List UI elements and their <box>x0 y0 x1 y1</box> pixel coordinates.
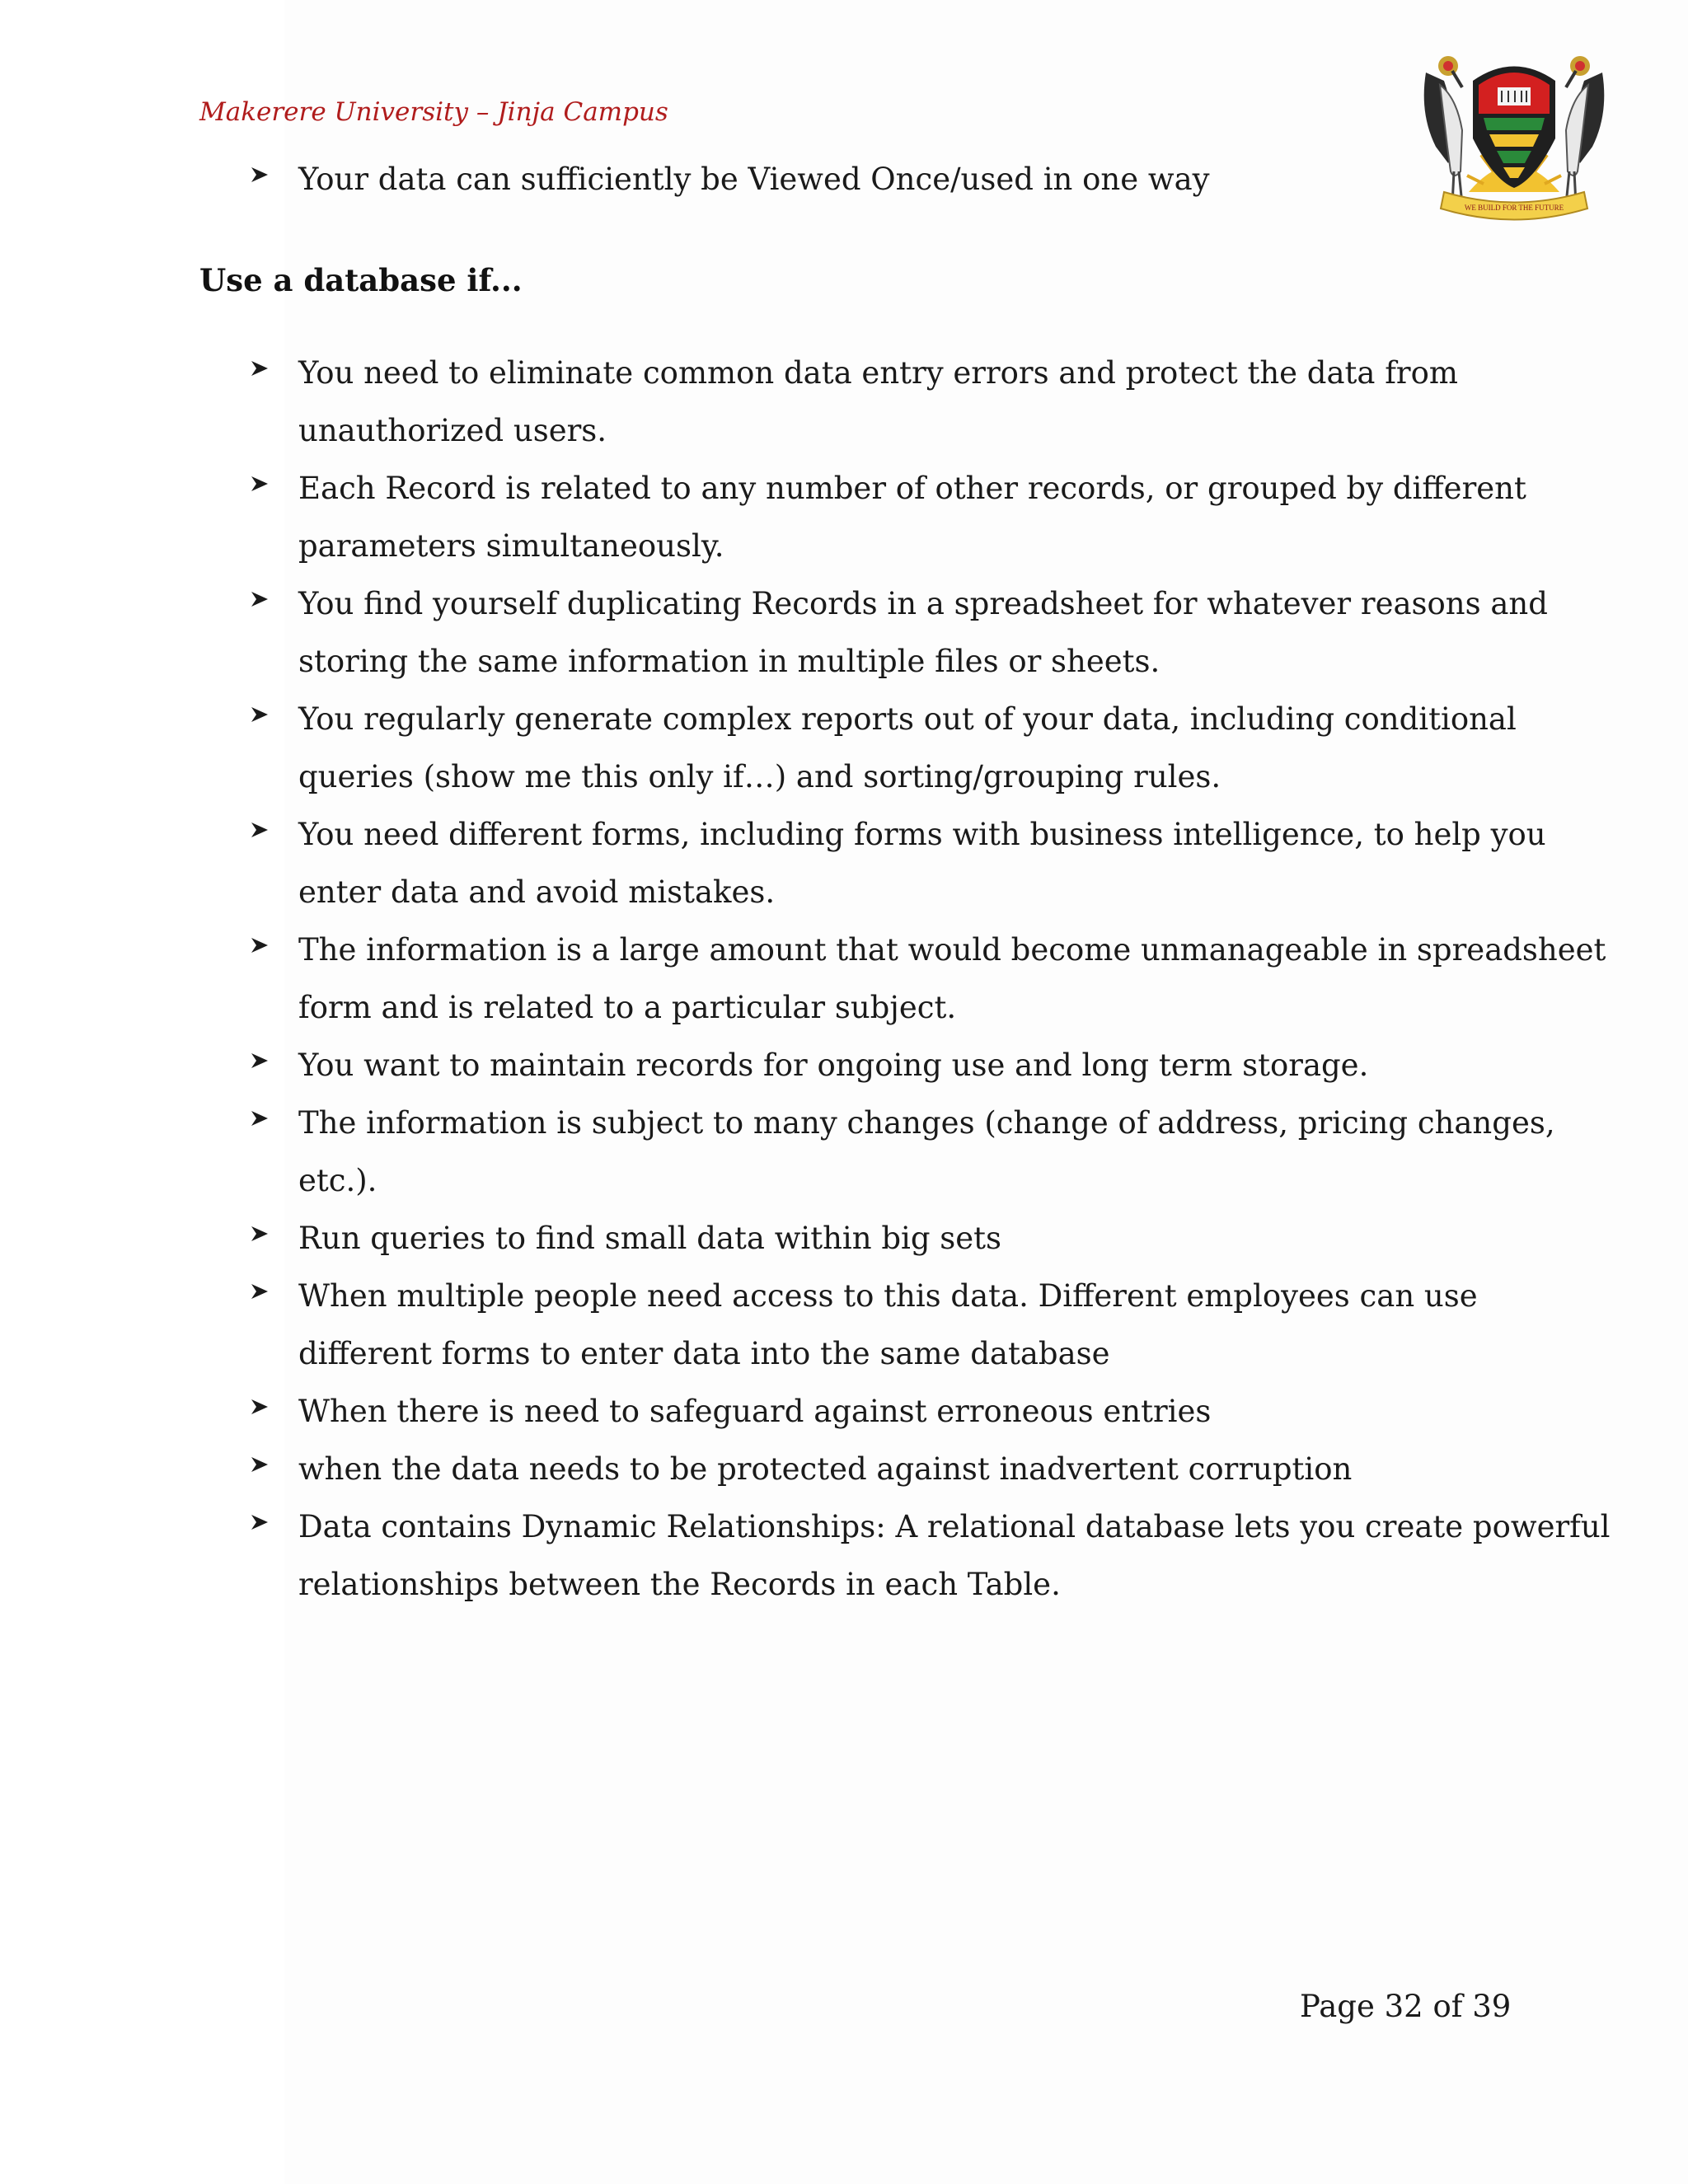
arrow-bullet-icon <box>250 1051 270 1071</box>
list-item-text: You need different forms, including forms with business intelligence, to help you <box>298 817 1546 852</box>
arrow-bullet-icon <box>250 705 270 724</box>
list-item-text: storing the same information in multiple files or sheets. <box>298 644 1160 679</box>
list-item-text: when the data needs to be protected against inadvertent corruption <box>298 1451 1353 1487</box>
list-item <box>0 691 1688 748</box>
list-item <box>0 921 1688 979</box>
list-item-text: queries (show me this only if…) and sorting/grouping rules. <box>298 759 1221 794</box>
list-item-text: Data contains Dynamic Relationships: A relational database lets you create powerful <box>298 1509 1611 1544</box>
list-item-continuation <box>0 1556 1688 1614</box>
list-item-text: enter data and avoid mistakes. <box>298 874 776 910</box>
page-number: Page 32 of 39 <box>1300 1989 1512 2024</box>
list-item <box>0 1441 1688 1498</box>
list-item-text: etc.). <box>298 1163 377 1198</box>
arrow-bullet-icon <box>250 1282 270 1301</box>
arrow-bullet-icon <box>250 1397 270 1417</box>
list-item-continuation <box>0 1152 1688 1210</box>
list-item-text: relationships between the Records in each Table. <box>298 1567 1061 1602</box>
list-item-text: You want to maintain records for ongoing use and long term storage. <box>298 1047 1369 1083</box>
list-item-continuation <box>0 518 1688 575</box>
list-item-text: When there is need to safeguard against erroneous entries <box>298 1394 1212 1429</box>
list-item-continuation <box>0 402 1688 460</box>
list-item-continuation <box>0 864 1688 921</box>
list-item-continuation <box>0 633 1688 691</box>
list-item-text: The information is a large amount that would become unmanageable in spreadsheet <box>298 932 1606 968</box>
list-item-continuation <box>0 748 1688 806</box>
running-header: Makerere University – Jinja Campus <box>199 97 668 127</box>
list-item-text: You find yourself duplicating Records in a spreadsheet for whatever reasons and <box>298 586 1548 621</box>
list-item-text: different forms to enter data into the same database <box>298 1336 1110 1371</box>
list-item-text: parameters simultaneously. <box>298 528 724 564</box>
list-item <box>0 1037 1688 1094</box>
arrow-bullet-icon <box>250 1224 270 1244</box>
list-item-continuation <box>0 1325 1688 1383</box>
arrow-bullet-icon <box>250 1108 270 1128</box>
arrow-bullet-icon <box>250 1512 270 1532</box>
list-item <box>0 1094 1688 1152</box>
arrow-bullet-icon <box>250 359 270 378</box>
arrow-bullet-icon <box>250 474 270 494</box>
arrow-bullet-icon <box>250 935 270 955</box>
list-item-text: Each Record is related to any number of other records, or grouped by different <box>298 471 1526 506</box>
arrow-bullet-icon <box>250 820 270 840</box>
list-item <box>0 575 1688 633</box>
list-item-text: unauthorized users. <box>298 413 607 448</box>
list-item-text: You need to eliminate common data entry errors and protect the data from <box>298 355 1458 391</box>
list-item <box>0 1210 1688 1268</box>
list-item <box>0 151 1688 209</box>
list-item <box>0 1498 1688 1556</box>
list-item <box>0 460 1688 518</box>
section-heading: Use a database if... <box>199 262 523 298</box>
list-item-continuation <box>0 979 1688 1037</box>
arrow-bullet-icon <box>250 589 270 609</box>
list-item-text: When multiple people need access to this data. Different employees can use <box>298 1278 1478 1314</box>
list-item-text: You regularly generate complex reports out of your data, including conditional <box>298 701 1517 737</box>
list-item-text: Your data can sufficiently be Viewed Once/used in one way <box>298 162 1210 197</box>
arrow-bullet-icon <box>250 1455 270 1474</box>
list-item <box>0 344 1688 402</box>
list-item <box>0 1383 1688 1441</box>
list-item <box>0 1268 1688 1325</box>
list-item <box>0 806 1688 864</box>
list-item-text: The information is subject to many changes (change of address, pricing changes, <box>298 1105 1555 1141</box>
svg-text:WE BUILD FOR THE FUTURE: WE BUILD FOR THE FUTURE <box>1464 204 1564 212</box>
list-item-text: form and is related to a particular subject. <box>298 990 957 1025</box>
arrow-bullet-icon <box>250 165 270 185</box>
list-item-text: Run queries to find small data within big sets <box>298 1221 1002 1256</box>
